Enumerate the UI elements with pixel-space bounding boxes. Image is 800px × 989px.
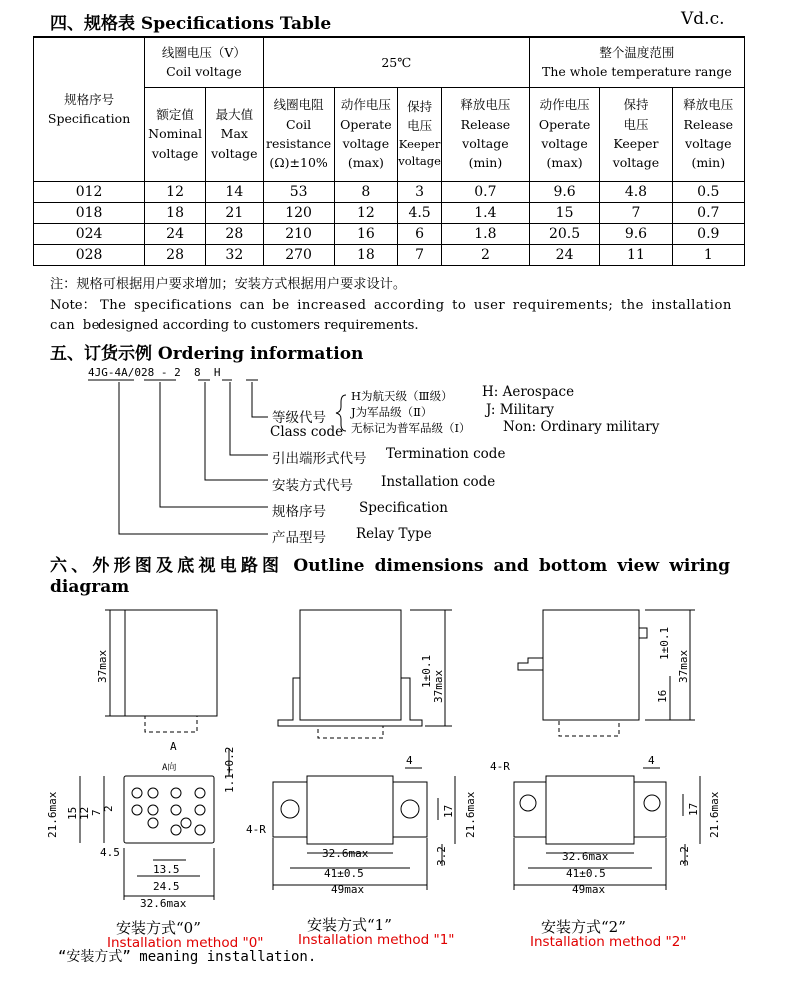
note-en-line2: designed according to customers requirements. [98,318,419,333]
col-rel-l1: 释放电压 [460,97,511,113]
table-cell: 24 [145,223,206,244]
code-class: H [213,366,221,379]
table-cell: 20.5 [529,223,599,244]
table-cell: 12 [334,202,398,223]
dim0-37max: 37max [96,649,109,683]
dim1-326max: 32.6max [322,847,369,860]
col-rel-l4: (min) [468,155,503,171]
table-cell: 1 [672,244,744,265]
dim2-32: 3.2 [678,846,691,866]
dim0-135: 13.5 [153,863,180,876]
note-en-label: Note： [50,298,96,313]
whole-temp-zh: 整个温度范围 [599,44,675,60]
view-a-label: A [170,740,177,753]
installation-en: Installation code [381,474,496,490]
table-cell: 28 [205,223,263,244]
code-slash: / [127,366,135,379]
dim1-49max: 49max [331,883,365,896]
table-cell: 12 [145,181,206,202]
col-keeper-whole [600,87,672,181]
table-row [34,202,745,223]
coil-voltage-header [145,37,264,87]
table-cell: 32 [205,244,263,265]
code-model: 4JG-4A [88,366,128,379]
dim1-17: 17 [442,804,455,818]
col-res-l2: Coil [286,116,312,132]
spec-header-en: Specification [47,111,131,127]
relay0-bottom [124,776,214,843]
table-cell: 024 [34,223,145,244]
col-keep-l1: 保持 [407,98,433,114]
col-max-l3: voltage [211,145,258,161]
col-op2-l2: Operate [538,116,591,132]
col-keeper [398,87,442,181]
grade-h-en: H: Aerospace [482,384,575,400]
col-rel2-l3: voltage [685,136,732,151]
table-cell: 14 [205,181,263,202]
section5-heading: 五、订货示例 Ordering information [50,344,364,364]
spec-no-zh: 规格序号 [272,504,326,520]
dim2-16: 16 [656,689,669,703]
installation-zh: 安装方式代号 [272,478,353,494]
table-cell: 0.9 [672,223,744,244]
col-res-l4: (Ω)±10% [269,155,328,171]
dim2-17: 17 [687,802,700,816]
table-row [34,181,745,202]
section4-heading: 四、规格表 Specifications Table [50,14,332,34]
dim2-216max: 21.6max [708,791,721,838]
table-cell: 24 [529,244,599,265]
col-op2-l3: voltage [541,136,588,151]
method2-caption: 安装方式“2” [541,918,626,936]
method0-caption-en: Installation method "0" [107,935,264,951]
table-cell: 18 [334,244,398,265]
dim1-32: 3.2 [435,846,448,866]
col-nominal-l2: Nominal [148,126,202,142]
relay1-side [300,610,401,720]
col-op-l2: Operate [340,116,392,132]
dim0-15: 15 [66,806,79,820]
col-resistance [263,87,334,181]
col-nominal-l1: 额定值 [156,106,194,122]
col-keep2-l4: voltage [612,155,660,171]
table-cell: 28 [145,244,206,265]
view-a-dir: A向 [162,763,177,773]
dim0-216max: 21.6max [46,791,59,838]
table-cell: 8 [334,181,398,202]
table-cell: 028 [34,244,145,265]
class-code-en: Class code [270,424,344,440]
grade-j-zh: J为军品级（Ⅱ） [351,405,433,419]
dim0-pin-length: 1.1+0.2 [223,746,236,793]
dim2-37max: 37max [677,649,690,683]
table-cell: 2 [441,244,529,265]
col-keep-l3: Keeper [398,136,441,151]
dim2-41pm05: 41±0.5 [566,867,606,880]
col-op2-l1: 动作电压 [539,97,590,113]
table-cell: 11 [600,244,672,265]
col-max-l1: 最大值 [215,106,254,122]
dim2-4: 4 [648,754,655,767]
note-en-line1: The specifications can be increased according to user requirements; the installation can be [50,298,732,333]
code-install: 2 [174,366,181,379]
table-cell: 7 [398,244,442,265]
relay0-side [125,610,217,716]
model-en: Relay Type [356,526,432,542]
table-cell: 3 [398,181,442,202]
col-op2-l4: (max) [546,155,583,171]
table-cell: 0.7 [672,202,744,223]
dim2-4r: 4-R [490,760,510,773]
table-cell: 012 [34,181,145,202]
coil-voltage-zh: 线圈电压（V） [161,44,246,60]
dim0-245: 24.5 [153,880,180,893]
dim1-41pm05: 41±0.5 [324,867,364,880]
table-cell: 7 [600,202,672,223]
section6-heading: 六、外形图及底视电路图 Outline dimensions and bottom view wiring [50,556,730,576]
whole-temp-header [529,37,744,87]
col-rel-l3: voltage [462,136,509,151]
table-row [34,244,745,265]
model-zh: 产品型号 [272,530,326,546]
col-res-l3: resistance [266,136,332,151]
table-cell: 0.7 [441,181,529,202]
col-nominal-l3: voltage [151,145,199,161]
table-cell: 21 [205,202,263,223]
code-spec: 028 [134,366,155,379]
method1-caption: 安装方式“1” [307,916,392,934]
col-rel2-l1: 释放电压 [683,97,734,113]
table-cell: 4.8 [600,181,672,202]
table-cell: 120 [263,202,334,223]
col-keep2-l3: Keeper [613,136,659,151]
table-cell: 15 [529,202,599,223]
pin-circles [132,788,205,835]
table-cell: 210 [263,223,334,244]
coil-voltage-en: Coil voltage [166,64,242,80]
col-op-l1: 动作电压 [340,97,391,113]
spec-header-zh: 规格序号 [64,91,115,107]
col-nominal [145,87,206,181]
method1-caption-en: Installation method "1" [298,932,455,948]
grade-j-en: J: Military [486,402,555,418]
termination-en: Termination code [386,446,506,462]
table-cell: 53 [263,181,334,202]
dim0-326max: 32.6max [140,897,187,910]
dim1-37max: 37max [432,669,445,703]
method0-caption: 安装方式“0” [116,919,201,937]
method2-caption-en: Installation method "2" [530,934,687,950]
table-cell: 0.5 [672,181,744,202]
dim0-7: 7 [90,809,103,816]
relay2-side [543,610,639,720]
class-code-zh: 等级代号 [272,410,326,426]
termination-zh: 引出端形式代号 [272,451,367,467]
dim1-4r: 4-R [246,823,266,836]
table-cell: 6 [398,223,442,244]
col-keep-l2: 电压 [407,118,433,134]
whole-temp-en: The whole temperature range [542,64,732,80]
unit-label: Vd.c. [681,9,725,29]
dim0-2: 2 [102,805,115,812]
dim0-45: 4.5 [100,846,120,859]
dim0-12: 12 [78,806,91,820]
temp25-header: 25℃ [263,37,529,87]
table-cell: 4.5 [398,202,442,223]
dim2-326max: 32.6max [562,850,609,863]
dim1-4: 4 [406,754,413,767]
table-cell: 9.6 [529,181,599,202]
col-keep-l4: voltage [398,154,441,169]
col-release-whole [672,87,744,181]
dim1-1pm01: 1±0.1 [420,654,433,688]
note-zh: 注：规格可根据用户要求增加；安装方式根据用户要求设计。 [50,277,407,292]
col-rel2-l4: (min) [691,155,726,171]
grade-none-zh: 无标记为普军品级（Ⅰ） [351,421,471,435]
col-op-l4: (max) [347,155,384,171]
col-max [205,87,263,181]
dim2-1pm01: 1±0.1 [658,626,671,660]
grade-h-zh: H为航天级（Ⅲ级） [351,389,453,403]
table-cell: 270 [263,244,334,265]
table-cell: 1.8 [441,223,529,244]
outline-drawings [0,598,800,928]
spec-table-body [34,181,745,265]
col-op-l3: voltage [342,136,390,151]
col-operate-whole [529,87,599,181]
section6-heading-line2: diagram [50,577,130,597]
col-keep2-l1: 保持 [623,97,649,113]
code-term: 8 [194,366,201,379]
col-max-l2: Max [220,126,248,142]
spec-no-en: Specification [359,500,448,516]
col-release [441,87,529,181]
table-cell: 18 [145,202,206,223]
col-rel-l2: Release [460,116,511,132]
table-cell: 16 [334,223,398,244]
dim1-216max: 21.6max [464,791,477,838]
col-operate [334,87,398,181]
table-cell: 018 [34,202,145,223]
spec-header [34,37,145,181]
col-keep2-l2: 电压 [623,116,649,132]
grade-none-en: Non: Ordinary military [503,419,660,435]
code-dash: - [160,366,168,379]
col-res-l1: 线圈电阻 [273,97,324,113]
spec-table [33,36,745,266]
table-cell: 9.6 [600,223,672,244]
table-row [34,223,745,244]
col-rel2-l2: Release [683,116,734,132]
table-cell: 1.4 [441,202,529,223]
footnote: “安装方式” meaning installation. [58,949,317,965]
dim2-49max: 49max [572,883,606,896]
